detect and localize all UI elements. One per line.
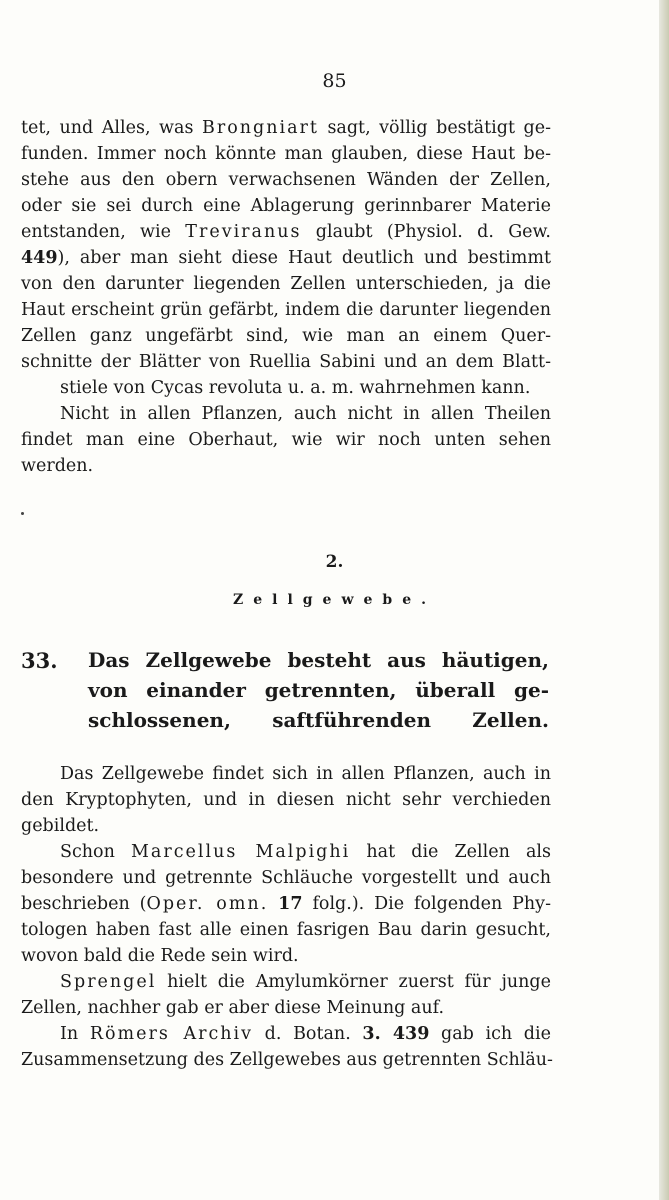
text-line: den Kryptophyten, und in diesen nicht sehr verchieden <box>21 790 551 810</box>
text-line: schnitte der Blätter von Ruellia Sabini und an dem Blatt- <box>21 352 551 372</box>
thesis-line: von einander getrennten, überall ge- <box>88 678 549 702</box>
text-line: tet, und Alles, was Brongniart sagt, völlig bestätigt ge- <box>21 118 551 138</box>
page-number: 85 <box>322 70 347 92</box>
text-line: gebildet. <box>21 816 100 836</box>
text-line: findet man eine Oberhaut, wie wir noch unten sehen <box>21 430 551 450</box>
thesis-line: schlossenen, saftführenden Zellen. <box>88 708 549 732</box>
text-line: oder sie sei durch eine Ablagerung gerinnbarer Materie <box>21 196 551 216</box>
text-line: Zellen, nachher gab er aber diese Meinung auf. <box>21 998 445 1018</box>
text-line: Zusammensetzung des Zellgewebes aus getrennten Schläu- <box>21 1050 553 1070</box>
text-line: entstanden, wie Treviranus glaubt (Physiol. d. Gew. <box>21 222 551 242</box>
text-line: Nicht in allen Pflanzen, auch nicht in allen Theilen <box>60 404 551 424</box>
text-line: 449), aber man sieht diese Haut deutlich und bestimmt <box>21 248 551 268</box>
text-line: von den darunter liegenden Zellen unterschieden, ja die <box>21 274 551 294</box>
text-line: Schon Marcellus Malpighi hat die Zellen als <box>60 842 551 862</box>
text-line: Sprengel hielt die Amylumkörner zuerst für junge <box>60 972 551 992</box>
text-line: Zellen ganz ungefärbt sind, wie man an einem Quer- <box>21 326 551 346</box>
thesis-number: 33. <box>21 648 58 673</box>
text-line: besondere und getrennte Schläuche vorgestellt und auch <box>21 868 551 888</box>
text-line: Das Zellgewebe findet sich in allen Pflanzen, auch in <box>60 764 551 784</box>
ink-speck <box>21 512 24 515</box>
section-number: 2. <box>325 552 344 572</box>
text-line: beschrieben (Oper. omn. 17 folg.). Die folgenden Phy- <box>21 894 551 914</box>
section-title: Zellgewebe. <box>233 592 436 608</box>
text-line: wovon bald die Rede sein wird. <box>21 946 299 966</box>
text-line: werden. <box>21 456 94 476</box>
text-line: stiele von Cycas revoluta u. a. m. wahrnehmen kann. <box>60 378 531 398</box>
text-line: In Römers Archiv d. Botan. 3. 439 gab ich die <box>60 1024 551 1044</box>
text-line: stehe aus den obern verwachsenen Wänden der Zellen, <box>21 170 551 190</box>
text-line: funden. Immer noch könnte man glauben, diese Haut be- <box>21 144 551 164</box>
text-line: Haut erscheint grün gefärbt, indem die darunter liegenden <box>21 300 551 320</box>
text-line: tologen haben fast alle einen fasrigen Bau darin gesucht, <box>21 920 551 940</box>
thesis-line: Das Zellgewebe besteht aus häutigen, <box>88 648 549 672</box>
